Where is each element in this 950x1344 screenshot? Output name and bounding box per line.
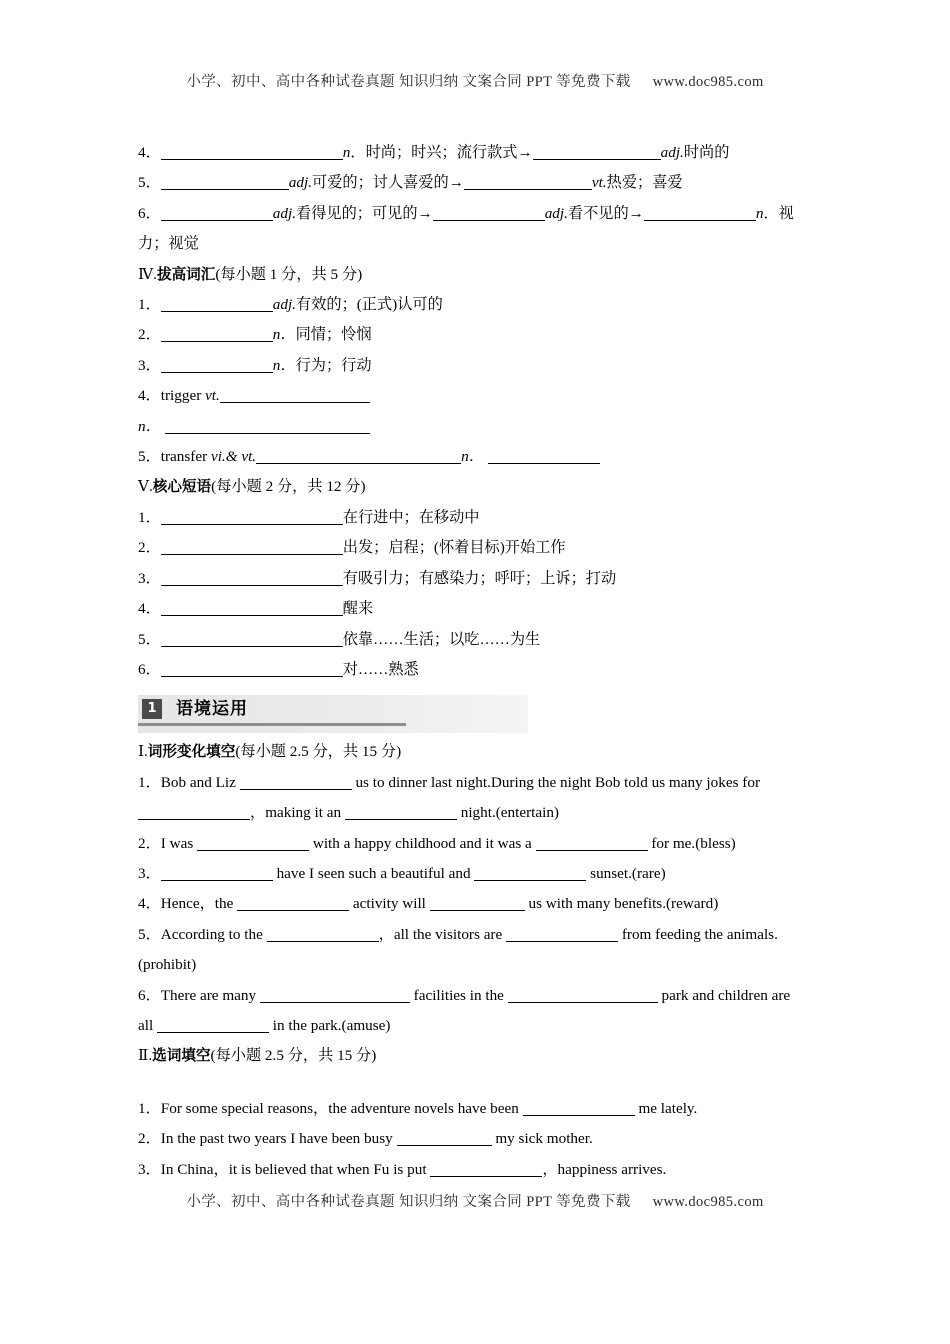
footer-watermark-url: www.doc985.com <box>652 1194 764 1210</box>
section-roman: Ⅴ. <box>138 478 153 496</box>
item-number: 5． <box>138 174 161 192</box>
section-heading-i <box>138 737 814 767</box>
question-text: all <box>138 1016 157 1034</box>
item-number: 1． <box>138 773 161 791</box>
i-question-5-continuation: (prohibit) <box>138 956 197 974</box>
section-title: 核心短语 <box>152 478 212 496</box>
question-text: have I seen such a beautiful and <box>272 864 475 882</box>
answer-blank[interactable] <box>161 357 273 373</box>
answer-blank[interactable] <box>161 539 343 555</box>
i-question-3 <box>138 859 814 889</box>
v-item-4 <box>138 594 814 624</box>
section-title: 词形变化填空 <box>147 743 236 761</box>
question-text: night.(entertain) <box>456 804 559 822</box>
question-text: us to dinner last night.During the night Bob told us many jokes for <box>351 773 760 791</box>
question-text: I was <box>160 834 198 852</box>
header-watermark-url: www.doc985.com <box>652 74 764 90</box>
answer-blank[interactable] <box>433 205 545 221</box>
section-roman: Ⅰ. <box>138 743 148 761</box>
question-text: In China，it is believed that when Fu is put <box>160 1160 431 1178</box>
answer-blank[interactable] <box>536 835 648 851</box>
answer-blank[interactable] <box>161 865 273 881</box>
i-question-5 <box>138 920 814 950</box>
item-number: 6． <box>138 986 161 1004</box>
section-heading-ii <box>138 1041 814 1071</box>
part-of-speech: n． <box>272 326 296 344</box>
i-question-6 <box>138 981 814 1011</box>
part-of-speech: n． <box>461 448 484 466</box>
question-text: park and children are <box>657 986 791 1004</box>
item-number: 3． <box>138 1160 161 1178</box>
part-of-speech: n． <box>138 417 161 435</box>
answer-blank[interactable] <box>488 448 600 464</box>
item-number: 1． <box>138 508 161 526</box>
item-meaning: 有吸引力；有感染力；呼吁；上诉；打动 <box>342 569 617 587</box>
item-meaning: 有效的；(正式)认可的 <box>296 296 443 314</box>
item-number: 2． <box>138 326 161 344</box>
question-text: Hence，the <box>160 895 238 913</box>
headword: transfer <box>160 448 211 466</box>
item-number: 3． <box>138 569 161 587</box>
header-watermark-text: 小学、初中、高中各种试卷真题 知识归纳 文案合同 PPT 等免费下载 <box>186 74 631 90</box>
part-of-speech: adj. <box>544 204 568 222</box>
v-item-6 <box>138 655 814 685</box>
word-bank-gap <box>138 1072 814 1094</box>
iv-item-4 <box>138 381 814 411</box>
i-question-4 <box>138 889 814 919</box>
footer-watermark <box>0 1190 950 1211</box>
answer-blank[interactable] <box>161 174 289 190</box>
vocab-item-6 <box>138 199 814 229</box>
item-meaning: 在行进中；在移动中 <box>342 508 480 526</box>
question-text: sunset.(rare) <box>586 864 666 882</box>
arrow-icon: → <box>628 204 644 222</box>
item-number: 5． <box>138 448 161 466</box>
arrow-icon: → <box>448 174 464 192</box>
question-text: for me.(bless) <box>647 834 736 852</box>
answer-blank[interactable] <box>506 926 618 942</box>
answer-blank[interactable] <box>430 895 525 911</box>
part-of-speech: n． <box>272 356 296 374</box>
answer-blank[interactable] <box>161 631 343 647</box>
question-text: us with many benefits.(reward) <box>524 895 719 913</box>
item-meaning: 出发；启程；(怀着目标)开始工作 <box>342 539 566 557</box>
answer-blank[interactable] <box>161 326 273 342</box>
answer-blank[interactable] <box>474 865 586 881</box>
part-of-speech: adj. <box>272 296 296 314</box>
arrow-icon: → <box>517 144 533 161</box>
banner-title: 语境运用 <box>176 699 248 720</box>
answer-blank[interactable] <box>197 835 309 851</box>
part-of-speech: n <box>342 144 351 161</box>
section-title: 拔高词汇 <box>156 265 216 283</box>
item-meaning: 行为；行动 <box>295 356 372 374</box>
item-meaning: 热爱；喜爱 <box>606 174 683 192</box>
answer-blank[interactable] <box>523 1100 635 1116</box>
section-heading-v <box>138 472 814 502</box>
answer-blank[interactable] <box>256 448 461 464</box>
item-number: 3． <box>138 356 161 374</box>
question-text: activity will <box>349 895 430 913</box>
item-meaning: 对……熟悉 <box>342 660 419 678</box>
vocab-item-6-continuation: 力；视觉 <box>138 235 199 253</box>
answer-blank[interactable] <box>260 987 410 1003</box>
item-meaning: 看不见的 <box>567 204 629 222</box>
item-meaning: 看得见的；可见的 <box>296 204 418 222</box>
question-text: me lately. <box>634 1099 698 1117</box>
answer-blank[interactable] <box>161 661 343 677</box>
answer-blank[interactable] <box>237 895 349 911</box>
answer-blank[interactable] <box>240 774 352 790</box>
iv-item-4-continuation <box>138 412 814 442</box>
item-number: 6． <box>138 204 161 222</box>
item-meaning: ．时尚；时兴；流行款式 <box>350 144 518 161</box>
banner-number-badge: 1 <box>142 699 162 719</box>
answer-blank[interactable] <box>533 144 661 160</box>
item-meaning: 同情；怜悯 <box>295 326 372 344</box>
banner-underline <box>138 723 406 726</box>
ii-question-1 <box>138 1094 814 1124</box>
answer-blank[interactable] <box>345 804 457 820</box>
section-banner <box>138 695 528 733</box>
part-of-speech: vi.& vt. <box>210 448 257 466</box>
answer-blank[interactable] <box>267 926 379 942</box>
answer-blank[interactable] <box>430 1161 542 1177</box>
question-text: There are many <box>160 986 260 1004</box>
vocab-item-5 <box>138 168 814 198</box>
item-meaning: 依靠……生活；以吃……为生 <box>342 630 541 648</box>
section-title: 选词填空 <box>152 1047 211 1065</box>
iv-item-2 <box>138 320 814 350</box>
item-meaning: 醒来 <box>342 600 374 618</box>
item-number: 3． <box>138 864 161 882</box>
i-question-2 <box>138 829 814 859</box>
answer-blank[interactable] <box>397 1130 492 1146</box>
headword: trigger <box>160 387 206 405</box>
section-score: (每小题 1 分，共 5 分) <box>215 265 363 283</box>
item-meaning: 可爱的；讨人喜爱的 <box>312 174 449 192</box>
i-question-1-continuation <box>138 798 814 828</box>
v-item-1 <box>138 503 814 533</box>
question-text: facilities in the <box>409 986 508 1004</box>
item-number: 6． <box>138 660 161 678</box>
answer-blank[interactable] <box>165 418 370 434</box>
vocab-item-4 <box>138 138 814 168</box>
iv-item-3 <box>138 351 814 381</box>
answer-blank[interactable] <box>161 509 343 525</box>
answer-blank[interactable] <box>161 600 343 616</box>
iv-item-1 <box>138 290 814 320</box>
section-score: (每小题 2.5 分，共 15 分) <box>235 743 402 761</box>
answer-blank[interactable] <box>161 296 273 312</box>
question-text: According to the <box>160 925 267 943</box>
question-text: ，all the visitors are <box>378 925 507 943</box>
ii-question-3 <box>138 1155 814 1185</box>
item-meaning: 时尚的 <box>683 144 730 161</box>
answer-blank[interactable] <box>644 205 756 221</box>
question-text: For some special reasons，the adventure novels have been <box>160 1099 523 1117</box>
question-text: In the past two years I have been busy <box>160 1130 397 1148</box>
part-of-speech: vt. <box>591 174 607 192</box>
ii-question-2 <box>138 1124 814 1154</box>
answer-blank[interactable] <box>508 987 658 1003</box>
iv-item-5 <box>138 442 814 472</box>
item-number: 4． <box>138 144 161 161</box>
answer-blank[interactable] <box>157 1017 269 1033</box>
v-item-3 <box>138 564 814 594</box>
answer-blank[interactable] <box>220 387 370 403</box>
part-of-speech: vt. <box>205 387 220 405</box>
footer-watermark-text: 小学、初中、高中各种试卷真题 知识归纳 文案合同 PPT 等免费下载 <box>186 1194 631 1210</box>
item-number: 5． <box>138 925 161 943</box>
item-meaning: ．视 <box>763 204 794 222</box>
answer-blank[interactable] <box>161 144 343 160</box>
question-text: Bob and Liz <box>160 773 240 791</box>
i-question-1 <box>138 768 814 798</box>
item-number: 2． <box>138 539 161 557</box>
question-text: in the park.(amuse) <box>268 1016 391 1034</box>
item-number: 2． <box>138 834 161 852</box>
item-number: 4． <box>138 600 161 618</box>
v-item-2 <box>138 533 814 563</box>
item-number: 4． <box>138 895 161 913</box>
answer-blank[interactable] <box>161 570 343 586</box>
i-question-6-continuation <box>138 1011 814 1041</box>
part-of-speech: n <box>755 204 764 222</box>
part-of-speech: adj. <box>272 204 296 222</box>
section-roman: Ⅳ. <box>138 265 157 283</box>
header-watermark <box>0 70 950 91</box>
content-column <box>138 138 814 1185</box>
section-score: (每小题 2 分，共 12 分) <box>211 478 366 496</box>
answer-blank[interactable] <box>464 174 592 190</box>
question-text: with a happy childhood and it was a <box>309 834 536 852</box>
section-heading-iv <box>138 260 814 290</box>
item-number: 1． <box>138 1099 161 1117</box>
part-of-speech: adj. <box>660 144 684 161</box>
question-text: my sick mother. <box>491 1130 593 1148</box>
item-number: 5． <box>138 630 161 648</box>
item-number: 2． <box>138 1130 161 1148</box>
part-of-speech: adj. <box>288 174 312 192</box>
answer-blank[interactable] <box>161 205 273 221</box>
question-text: ，making it an <box>250 804 345 822</box>
question-text: from feeding the animals. <box>618 925 778 943</box>
arrow-icon: → <box>417 204 433 222</box>
section-roman: Ⅱ. <box>138 1047 153 1065</box>
section-score: (每小题 2.5 分，共 15 分) <box>210 1047 377 1065</box>
v-item-5 <box>138 625 814 655</box>
item-number: 4． <box>138 387 161 405</box>
item-number: 1． <box>138 296 161 314</box>
answer-blank[interactable] <box>138 804 250 820</box>
question-text: ，happiness arrives. <box>542 1160 667 1178</box>
